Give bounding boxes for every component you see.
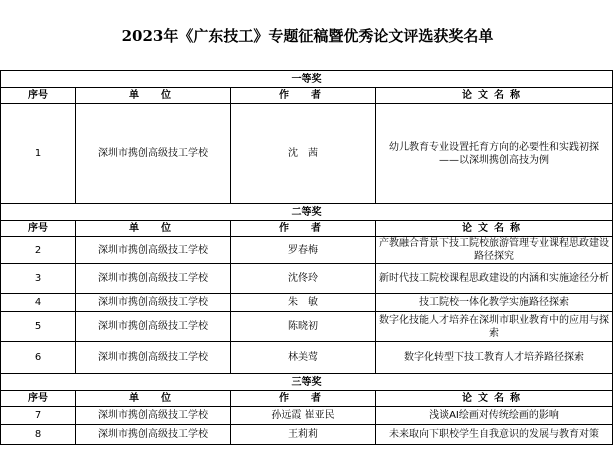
row-no: 5 <box>1 312 76 342</box>
section-title: 三等奖 <box>1 374 613 391</box>
row-author: 林美莺 <box>231 342 376 374</box>
header-paper: 论文名称 <box>376 391 613 407</box>
header-unit: 单 位 <box>76 221 231 237</box>
paper-line: ——以深圳携创高技为例 <box>439 154 549 166</box>
row-unit: 深圳市携创高级技工学校 <box>76 237 231 264</box>
header-row <box>1 221 613 237</box>
row-no: 2 <box>1 237 76 264</box>
section-row <box>1 71 613 88</box>
paper-line: 幼儿教育专业设置托育方向的必要性和实践初探 <box>389 141 599 153</box>
row-unit: 深圳市携创高级技工学校 <box>76 407 231 425</box>
row-paper: 数字化转型下技工教育人才培养路径探索 <box>376 342 613 374</box>
table-row <box>1 342 613 374</box>
row-paper: 技工院校一体化教学实施路径探索 <box>376 294 613 312</box>
row-no: 6 <box>1 342 76 374</box>
section-title: 一等奖 <box>1 71 613 88</box>
row-paper: 新时代技工院校课程思政建设的内涵和实施途径分析 <box>376 264 613 294</box>
header-no: 序号 <box>1 221 76 237</box>
row-author: 陈晓初 <box>231 312 376 342</box>
section-title: 二等奖 <box>1 204 613 221</box>
row-paper: 浅谈AI绘画对传统绘画的影响 <box>376 407 613 425</box>
header-row <box>1 88 613 104</box>
table-row <box>1 294 613 312</box>
section-row <box>1 374 613 391</box>
table-row <box>1 237 613 264</box>
row-paper: 未来取向下职校学生自我意识的发展与教育对策 <box>376 425 613 445</box>
header-author: 作 者 <box>231 391 376 407</box>
row-paper: 产教融合背景下技工院校旅游管理专业课程思政建设路径探究 <box>376 237 613 264</box>
header-author: 作 者 <box>231 88 376 104</box>
row-paper: 数字化技能人才培养在深圳市职业教育中的应用与探索 <box>376 312 613 342</box>
header-paper: 论文名称 <box>376 88 613 104</box>
header-no: 序号 <box>1 88 76 104</box>
header-row <box>1 391 613 407</box>
row-unit: 深圳市携创高级技工学校 <box>76 342 231 374</box>
row-unit: 深圳市携创高级技工学校 <box>76 294 231 312</box>
row-no: 3 <box>1 264 76 294</box>
row-unit: 深圳市携创高级技工学校 <box>76 425 231 445</box>
row-unit: 深圳市携创高级技工学校 <box>76 312 231 342</box>
header-author: 作 者 <box>231 221 376 237</box>
table-row <box>1 407 613 425</box>
row-no: 4 <box>1 294 76 312</box>
row-unit: 深圳市携创高级技工学校 <box>76 104 231 204</box>
row-author: 朱 敏 <box>231 294 376 312</box>
row-author: 沈 茜 <box>231 104 376 204</box>
row-paper <box>376 104 613 204</box>
row-author: 孙远霞 崔亚民 <box>231 407 376 425</box>
section-row <box>1 204 613 221</box>
header-no: 序号 <box>1 391 76 407</box>
table-row <box>1 264 613 294</box>
row-author: 罗春梅 <box>231 237 376 264</box>
row-author: 沈佟玲 <box>231 264 376 294</box>
header-unit: 单 位 <box>76 391 231 407</box>
header-paper: 论文名称 <box>376 221 613 237</box>
page-title: 2023年《广东技工》专题征稿暨优秀论文评选获奖名单 <box>121 26 494 45</box>
row-no: 1 <box>1 104 76 204</box>
row-no: 8 <box>1 425 76 445</box>
row-no: 7 <box>1 407 76 425</box>
header-unit: 单 位 <box>76 88 231 104</box>
table-row <box>1 425 613 445</box>
row-unit: 深圳市携创高级技工学校 <box>76 264 231 294</box>
row-author: 王莉莉 <box>231 425 376 445</box>
table-row <box>1 312 613 342</box>
awards-table <box>0 70 613 445</box>
table-row <box>1 104 613 204</box>
